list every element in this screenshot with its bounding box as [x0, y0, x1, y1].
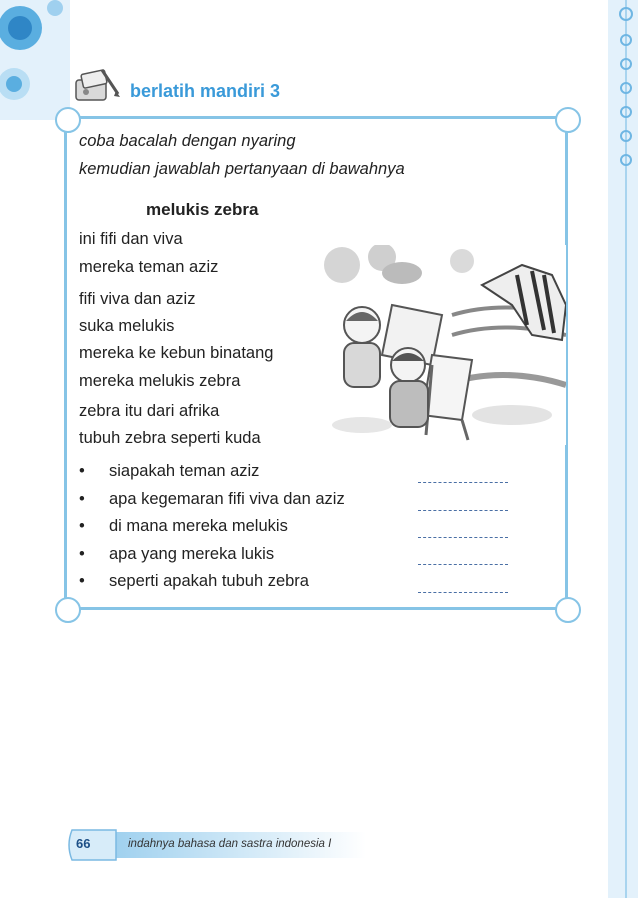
answer-line[interactable]	[418, 510, 508, 511]
question-item	[79, 572, 309, 591]
story-title: melukis zebra	[146, 200, 259, 219]
question-text: di mana mereka melukis	[109, 517, 288, 535]
frame-corner-ornament	[55, 597, 81, 623]
story-line: mereka teman aziz	[79, 258, 219, 276]
instruction-line: kemudian jawablah pertanyaan di bawahnya	[79, 160, 405, 178]
question-item	[79, 517, 288, 536]
story-line: mereka melukis zebra	[79, 372, 241, 390]
children-painting-zebra-illustration	[322, 245, 566, 445]
bullet: •	[79, 545, 85, 563]
answer-line[interactable]	[418, 482, 508, 483]
question-text: seperti apakah tubuh zebra	[109, 572, 309, 590]
question-text: apa yang mereka lukis	[109, 545, 275, 563]
page-edge-decoration	[608, 0, 638, 898]
answer-line[interactable]	[418, 592, 508, 593]
question-text: siapakah teman aziz	[109, 462, 260, 480]
question-item	[79, 490, 345, 509]
story-line: tubuh zebra seperti kuda	[79, 429, 261, 447]
bullet: •	[79, 517, 85, 535]
books-pencil-icon	[72, 64, 122, 106]
frame-corner-ornament	[555, 107, 581, 133]
bullet: •	[79, 490, 85, 508]
story-line: zebra itu dari afrika	[79, 402, 220, 420]
frame-corner-ornament	[55, 107, 81, 133]
frame-corner-ornament	[555, 597, 581, 623]
story-line: suka melukis	[79, 317, 175, 335]
story-line: mereka ke kebun binatang	[79, 344, 274, 362]
answer-line[interactable]	[418, 564, 508, 565]
book-title: indahnya bahasa dan sastra indonesia I	[128, 838, 332, 850]
corner-decoration	[0, 0, 70, 120]
story-line: ini fifi dan viva	[79, 230, 183, 248]
section-title: berlatih mandiri 3	[130, 81, 281, 101]
bullet: •	[79, 462, 85, 480]
story-line: fifi viva dan aziz	[79, 290, 196, 308]
bullet: •	[79, 572, 85, 590]
answer-line[interactable]	[418, 537, 508, 538]
page-number: 66	[76, 836, 91, 851]
question-item	[79, 462, 259, 481]
question-text: apa kegemaran fifi viva dan aziz	[109, 490, 345, 508]
instruction-line: coba bacalah dengan nyaring	[79, 132, 296, 150]
question-item	[79, 545, 274, 564]
